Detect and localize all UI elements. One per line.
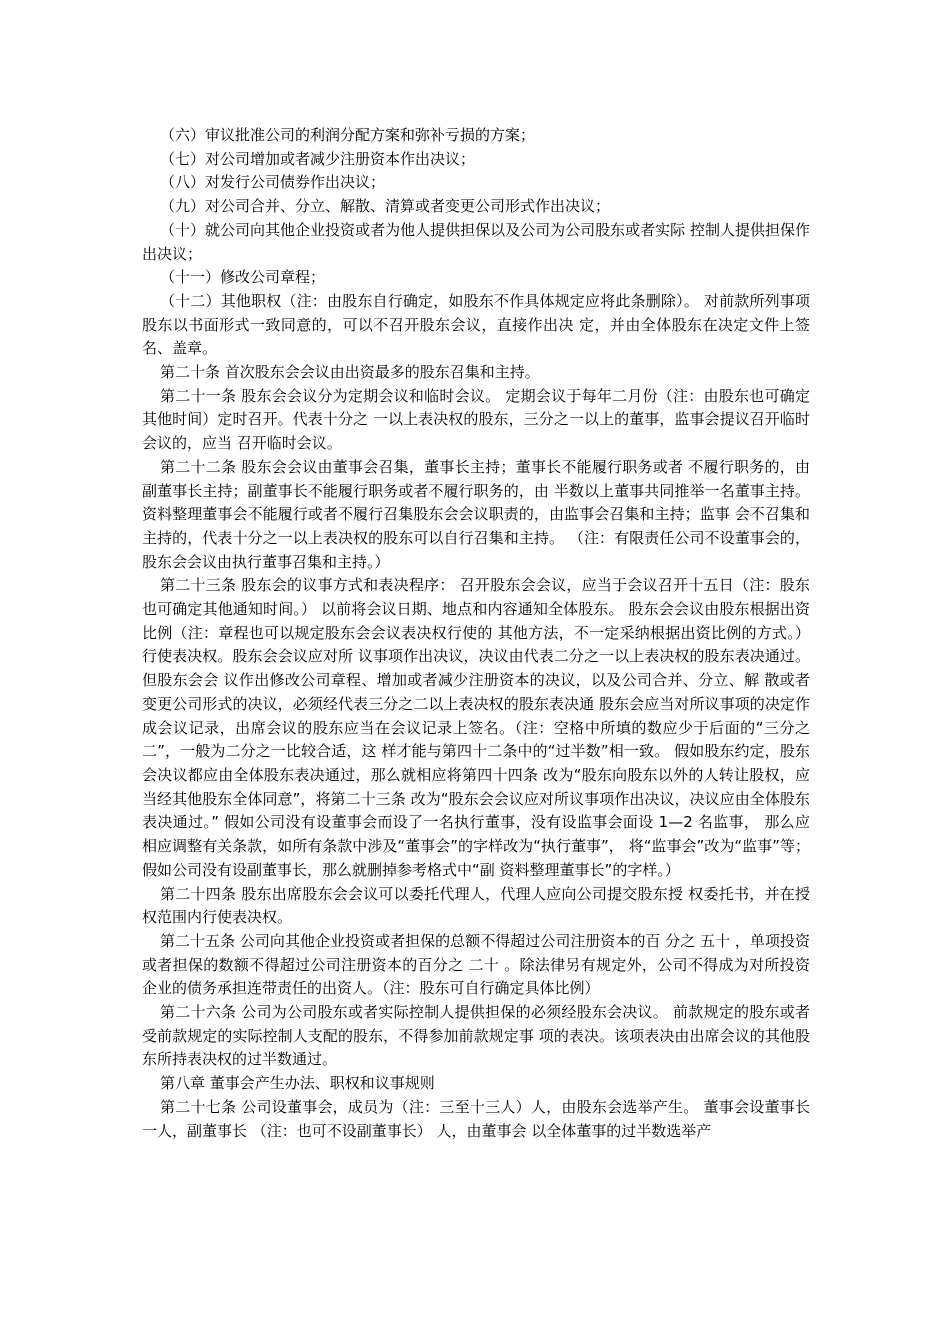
document-body (142, 124, 810, 1143)
paragraph-item-9: （九）对公司合并、分立、解散、清算或者变更公司形式作出决议； (160, 197, 611, 216)
article-26: 第二十六条 公司为公司股东或者实际控制人提供担保的必须经股东会决议。 前款规定的股东或者受前款规定的实际控制人支配的股东，不得参加前款规定事 项的表决。该项表决由出席会议的其他股东所持表决权的过半数通过。 (142, 1003, 810, 1069)
article-25: 第二十五条 公司向其他企业投资或者担保的总额不得超过公司注册资本的百 分之 五十 ，单项投资或者担保的数额不得超过公司注册资本的百分之 二十 。除法律另有规定外，公司不得成为对所投资企业的债务承担连带责任的出资人。（注：股东可自行确定具体比例） (142, 931, 810, 998)
article-20: 第二十条 首次股东会会议由出资最多的股东召集和主持。 (160, 363, 540, 382)
paragraph-item-8: （八）对发行公司债券作出决议； (160, 173, 386, 192)
article-27: 第二十七条 公司设董事会，成员为（注：三至十三人）人，由股东会选举产生。 董事会设董事长一人，副董事长 （注：也可不设副董事长） 人，由董事会 以全体董事的过半数选举产 (142, 1097, 810, 1140)
article-22: 第二十二条 股东会会议由董事会召集，董事长主持；董事长不能履行职务或者 不履行职务的，由副董事长主持；副董事长不能履行职务或者不履行职务的，由 半数以上董事共同推举一名董事主持。 资料整理董事会不能履行或者不履行召集股东会会议职责的，由监事会召集和主持；监事 会不召集和主持的，代表十分之一以上表决权的股东可以自行召集和主持。 （注：有限责任公司不设董事会的，股东会会议由执行董事召集和主持。） (142, 457, 810, 571)
article-21: 第二十一条 股东会会议分为定期会议和临时会议。 定期会议于每年二月份（注：由股东也可确定其他时间）定时召开。代表十分之 一以上表决权的股东，三分之一以上的董事，监事会提议召开临时会议的，应当 召开临时会议。 (142, 386, 810, 453)
paragraph-item-11: （十一）修改公司章程； (160, 268, 326, 287)
paragraph-item-12: （十二）其他职权（注：由股东自行确定，如股东不作具体规定应将此条删除）。 对前款所列事项股东以书面形式一致同意的，可以不召开股东会议，直接作出决 定，并由全体股东在决定文件上签名、盖章。 (142, 291, 810, 358)
paragraph-item-6: （六）审议批准公司的利润分配方案和弥补亏损的方案； (160, 126, 536, 144)
paragraph-item-10: （十）就公司向其他企业投资或者为他人提供担保以及公司为公司股东或者实际 控制人提供担保作出决议； (142, 220, 810, 263)
paragraph-item-7: （七）对公司增加或者减少注册资本作出决议； (160, 149, 476, 168)
article-24: 第二十四条 股东出席股东会会议可以委托代理人，代理人应向公司提交股东授 权委托书，并在授权范围内行使表决权。 (142, 884, 810, 927)
article-23: 第二十三条 股东会的议事方式和表决程序： 召开股东会会议，应当于会议召开十五日（注：股东也可确定其他通知时间。） 以前将会议日期、地点和内容通知全体股东。 股东会会议由股东根据出资比例（注：章程也可以规定股东会会议表决权行使的 其他方法，不一定采纳根据出资比例的方式。）行使表决权。股东会会议应对所 议事项作出决议，决议由代表二分之一以上表决权的股东表决通过。但股东会会 议作出修改公司章程、增加或者减少注册资本的决议，以及公司合并、分立、解 散或者变更公司形式的决议，必须经代表三分之二以上表决权的股东表决通 股东会应当对所议事项的决定作成会议记录，出席会议的股东应当在会议记录上签名。（注：空格中所填的数应少于后面的“三分之二”，一般为二分之一比较合适，这 样才能与第四十二条中的“过半数”相一致。 假如股东约定，股东会决议都应由全体股东表决通过，那么就相应将第四十四条 改为“股东向股东以外的人转让股权，应当经其他股东全体同意”，将第二十三条 改为“股东会会议应对所议事项作出决议，决议应由全体股东表决通过。” 假如公司没有设董事会而设了一名执行董事，没有设监事会面设 1—2 名监事， 那么应相应调整有关条款，如所有条款中涉及“董事会”的字样改为“执行董事”， 将“监事会”改为“监事”等；假如公司没有设副董事长，那么就删掉参考格式中“副 资料整理董事长”的字样。） (142, 576, 810, 879)
chapter-8-heading: 第八章 董事会产生办法、职权和议事规则 (160, 1074, 435, 1093)
